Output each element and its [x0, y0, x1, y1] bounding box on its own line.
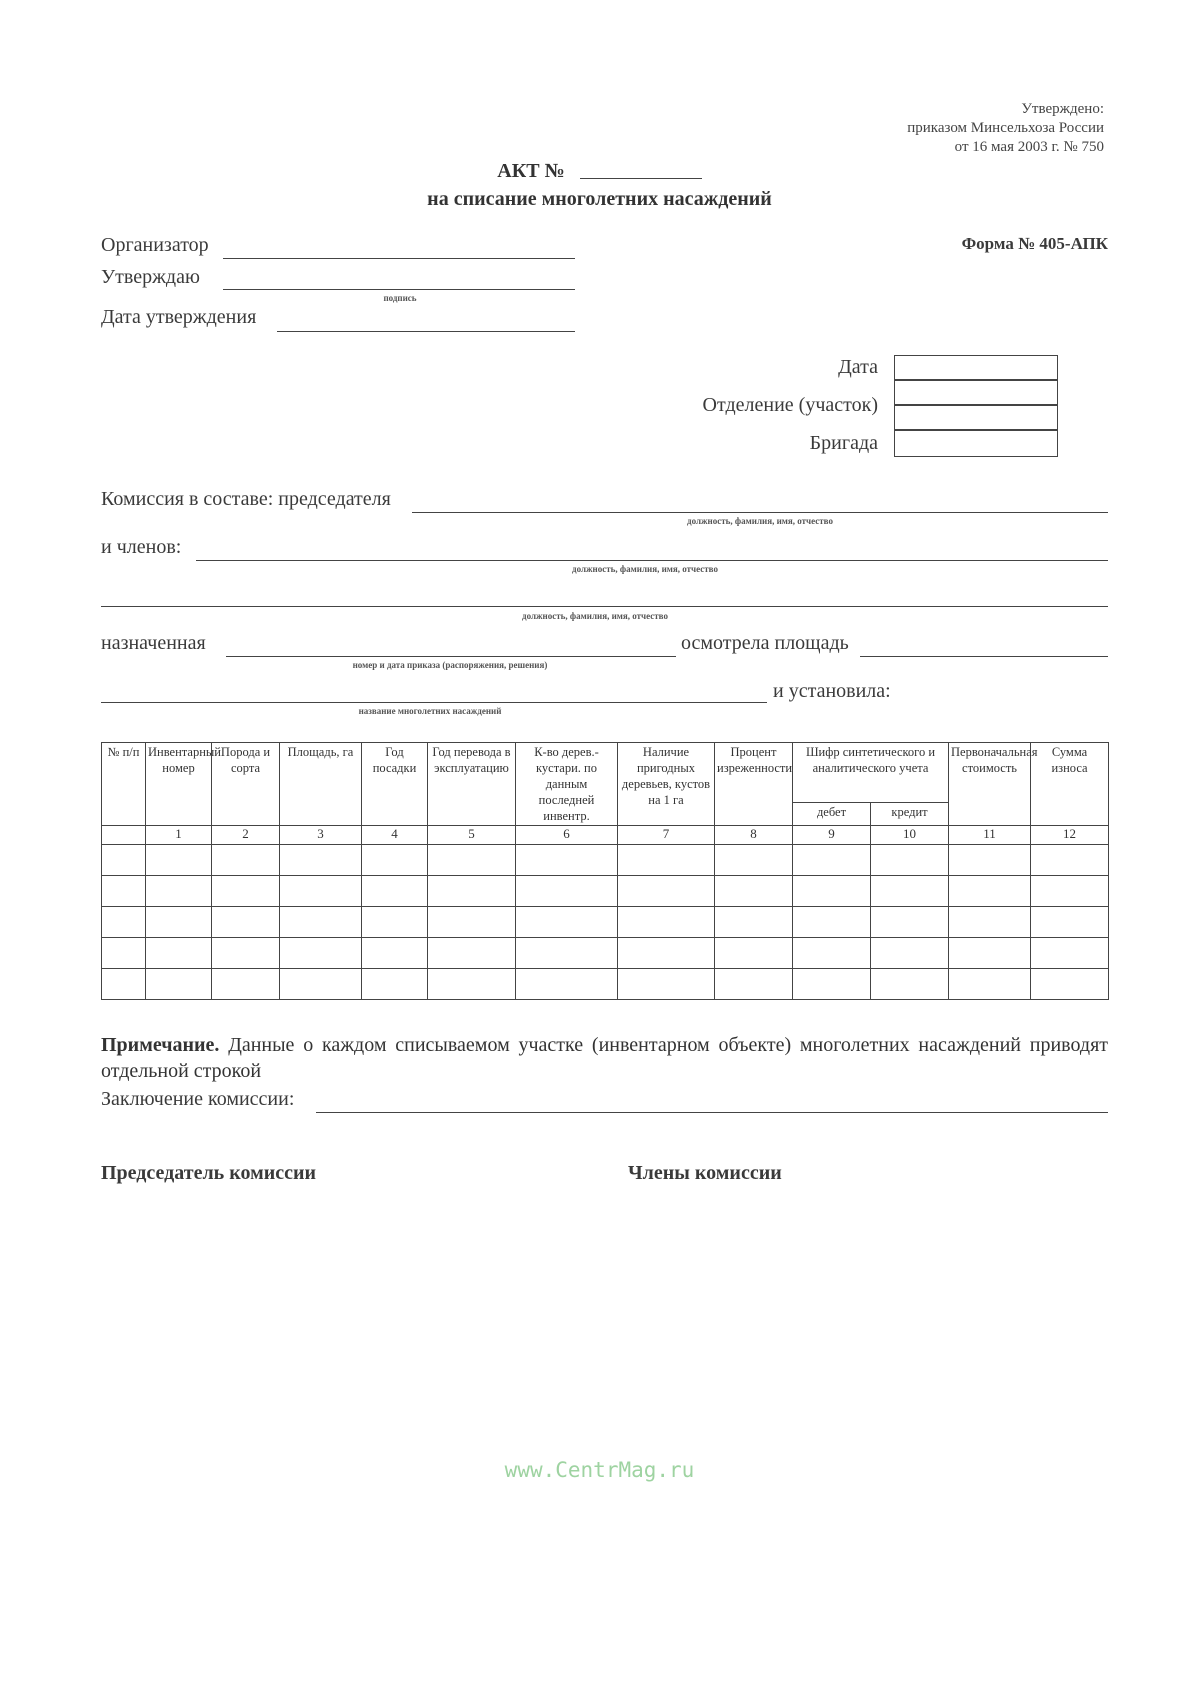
column-number: 9 [793, 826, 871, 845]
commission-chair-label: Комиссия в составе: председателя [101, 488, 391, 510]
act-title [0, 160, 1199, 183]
table-cell[interactable] [715, 876, 793, 907]
table-row [102, 907, 1109, 938]
approval-line-3: от 16 мая 2003 г. № 750 [954, 139, 1104, 155]
column-number: 4 [362, 826, 428, 845]
col-header-area: Площадь, га [280, 743, 362, 826]
table-cell[interactable] [280, 845, 362, 876]
table-header-row [102, 743, 1109, 803]
appointed-label: назначенная [101, 632, 206, 654]
table-cell[interactable] [715, 938, 793, 969]
table-cell[interactable] [428, 907, 516, 938]
form-number: Форма № 405-АПК [961, 234, 1108, 253]
table-cell[interactable] [362, 845, 428, 876]
plantings-field[interactable] [101, 702, 767, 703]
table-cell[interactable] [146, 969, 212, 1000]
table-cell[interactable] [1031, 907, 1109, 938]
column-number [102, 826, 146, 845]
column-number: 2 [212, 826, 280, 845]
col-header-planting-year: Год посадки [362, 743, 428, 826]
table-cell[interactable] [428, 845, 516, 876]
table-cell[interactable] [1031, 938, 1109, 969]
table-cell[interactable] [871, 845, 949, 876]
table-cell[interactable] [280, 876, 362, 907]
table-cell[interactable] [871, 876, 949, 907]
signature-caption: подпись [383, 293, 417, 303]
column-number: 6 [516, 826, 618, 845]
table-cell[interactable] [715, 969, 793, 1000]
members-signature-label: Члены комиссии [628, 1162, 782, 1184]
table-cell[interactable] [362, 907, 428, 938]
table-cell[interactable] [949, 876, 1031, 907]
column-number: 7 [618, 826, 715, 845]
table-cell[interactable] [871, 969, 949, 1000]
table-cell[interactable] [1031, 969, 1109, 1000]
table-cell[interactable] [102, 876, 146, 907]
table-cell[interactable] [715, 907, 793, 938]
table-cell[interactable] [949, 938, 1031, 969]
plantings-table [101, 742, 1109, 1000]
table-cell[interactable] [1031, 845, 1109, 876]
table-cell[interactable] [793, 845, 871, 876]
col-header-breed: Порода и сорта [212, 743, 280, 826]
members-field-1[interactable] [196, 560, 1108, 561]
table-cell[interactable] [146, 938, 212, 969]
approval-line-1: Утверждено: [1021, 101, 1104, 117]
chairman-signature-label: Председатель комиссии [101, 1162, 317, 1184]
approve-label: Утверждаю [101, 266, 200, 288]
table-cell[interactable] [362, 876, 428, 907]
column-number: 8 [715, 826, 793, 845]
members-caption-1: должность, фамилия, имя, отчество [572, 564, 718, 574]
column-number-row [102, 826, 1109, 845]
order-caption: номер и дата приказа (распоряжения, решения) [352, 660, 548, 670]
col-header-suitable-trees: Наличие пригодных деревьев, кустов на 1 га [618, 743, 715, 826]
column-number: 1 [146, 826, 212, 845]
col-header-debit: дебет [793, 803, 871, 826]
table-row [102, 969, 1109, 1000]
table-cell[interactable] [212, 969, 280, 1000]
table-cell[interactable] [793, 969, 871, 1000]
col-header-operation-year: Год перевода в эксплуатацию [428, 743, 516, 826]
table-cell[interactable] [516, 876, 618, 907]
organizer-label: Организатор [101, 234, 209, 256]
brigade-label: Бригада [809, 432, 878, 454]
conclusion-field[interactable] [316, 1112, 1108, 1113]
col-header-row-number: № п/п [102, 743, 146, 826]
table-cell[interactable] [949, 969, 1031, 1000]
table-cell[interactable] [618, 876, 715, 907]
table-cell[interactable] [102, 907, 146, 938]
col-header-accounting-code: Шифр синтетического и аналитического учета [793, 743, 949, 803]
col-header-credit: кредит [871, 803, 949, 826]
column-number: 5 [428, 826, 516, 845]
col-header-depreciation: Сумма износа [1031, 743, 1109, 826]
note-text: Данные о каждом списываемом участке (инвентарном объекте) многолетних насаждений приводят отдельной строкой [101, 1034, 1109, 1082]
table-cell[interactable] [362, 969, 428, 1000]
table-cell[interactable] [212, 938, 280, 969]
table-cell[interactable] [428, 969, 516, 1000]
inspected-label: осмотрела площадь [681, 632, 849, 654]
approval-line-2: приказом Минсельхоза России [907, 120, 1104, 136]
established-label: и установила: [773, 680, 891, 702]
table-cell[interactable] [949, 845, 1031, 876]
approval-date-label: Дата утверждения [101, 306, 257, 328]
column-number: 3 [280, 826, 362, 845]
plantings-caption: название многолетних насаждений [358, 706, 502, 716]
date-box[interactable] [894, 355, 1058, 380]
chair-field[interactable] [412, 512, 1108, 513]
table-cell[interactable] [793, 938, 871, 969]
chair-caption: должность, фамилия, имя, отчество [687, 516, 833, 526]
department-label: Отделение (участок) [702, 394, 878, 416]
table-cell[interactable] [212, 845, 280, 876]
table-cell[interactable] [618, 969, 715, 1000]
table-cell[interactable] [516, 845, 618, 876]
approve-signature-field[interactable] [223, 289, 575, 290]
table-cell[interactable] [102, 969, 146, 1000]
approval-date-field[interactable] [277, 331, 575, 332]
table-cell[interactable] [793, 907, 871, 938]
table-cell[interactable] [146, 845, 212, 876]
table-cell[interactable] [212, 907, 280, 938]
organizer-field[interactable] [223, 258, 575, 259]
table-cell[interactable] [618, 907, 715, 938]
department-box-2[interactable] [894, 405, 1058, 430]
act-subtitle: на списание многолетних насаждений [427, 188, 772, 210]
column-number: 10 [871, 826, 949, 845]
table-cell[interactable] [102, 845, 146, 876]
table-row [102, 938, 1109, 969]
table-cell[interactable] [618, 938, 715, 969]
note-heading: Примечание. [101, 1034, 220, 1056]
act-number-field[interactable] [580, 178, 702, 179]
conclusion-label: Заключение комиссии: [101, 1088, 295, 1110]
note [101, 1032, 1108, 1084]
table-cell[interactable] [793, 876, 871, 907]
table-cell[interactable] [280, 938, 362, 969]
table-cell[interactable] [362, 938, 428, 969]
table-cell[interactable] [280, 969, 362, 1000]
table-cell[interactable] [516, 938, 618, 969]
table-row [102, 876, 1109, 907]
table-cell[interactable] [146, 876, 212, 907]
table-cell[interactable] [949, 907, 1031, 938]
col-header-inventory-count: К-во дерев.-кустари. по данным последней инвентр. [516, 743, 618, 826]
department-box[interactable] [894, 380, 1058, 405]
table-row [102, 845, 1109, 876]
table-cell[interactable] [871, 907, 949, 938]
column-number: 11 [949, 826, 1031, 845]
table-cell[interactable] [212, 876, 280, 907]
date-label: Дата [838, 356, 878, 378]
table-cell[interactable] [516, 969, 618, 1000]
table-cell[interactable] [146, 907, 212, 938]
col-header-thinning-percent: Процент изреженности [715, 743, 793, 826]
table-cell[interactable] [618, 845, 715, 876]
members-label: и членов: [101, 536, 182, 558]
table-cell[interactable] [428, 876, 516, 907]
table-cell[interactable] [428, 938, 516, 969]
column-number: 12 [1031, 826, 1109, 845]
area-field[interactable] [860, 656, 1108, 657]
members-field-2[interactable] [101, 606, 1108, 607]
table-cell[interactable] [280, 907, 362, 938]
table-cell[interactable] [516, 907, 618, 938]
table-body [102, 845, 1109, 1000]
col-header-initial-cost: Первоначальная стоимость [949, 743, 1031, 826]
col-header-inventory-number: Инвентарный номер [146, 743, 212, 826]
watermark: www.CentrMag.ru [504, 1458, 695, 1482]
members-caption-2: должность, фамилия, имя, отчество [522, 611, 668, 621]
table-cell[interactable] [871, 938, 949, 969]
act-title-number: АКТ № [497, 160, 565, 182]
brigade-box[interactable] [894, 430, 1058, 457]
table-cell[interactable] [102, 938, 146, 969]
order-field[interactable] [226, 656, 676, 657]
table-cell[interactable] [715, 845, 793, 876]
table-cell[interactable] [1031, 876, 1109, 907]
approval-stamp [907, 100, 1104, 157]
